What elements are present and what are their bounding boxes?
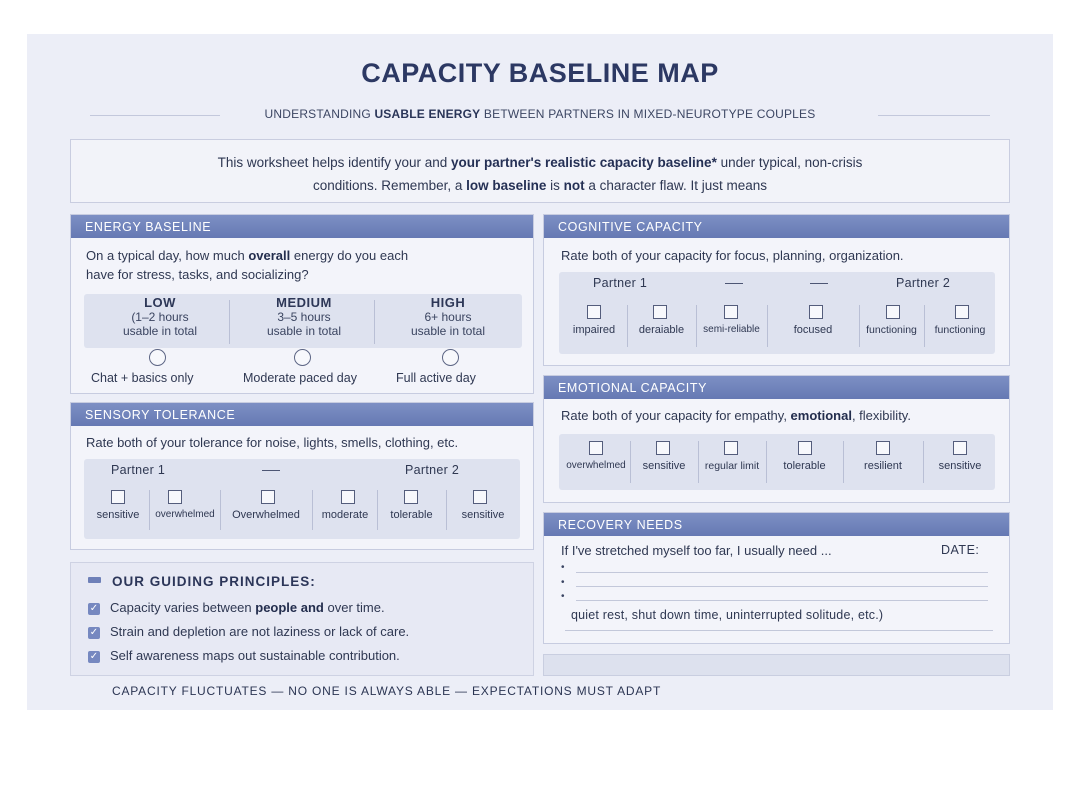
sensory-option-label: sensitive [461,509,505,521]
sensory-option-checkbox[interactable] [473,490,487,504]
emotional-option-label: sensitive [642,460,686,472]
energy-low-label: Chat + basics only [91,371,194,385]
recovery-date-label: DATE: [941,543,980,557]
energy-medium-radio[interactable] [294,349,311,366]
emotional-option-label: tolerable [783,460,826,472]
check-icon: ✓ [89,627,99,638]
principle-item: Self awareness maps out sustainable contribution. [110,648,400,663]
recovery-bullet: • [561,577,565,588]
recovery-write-line[interactable] [565,630,993,631]
intro-box: This worksheet helps identify your and your partner's realistic capacity baseline* under typical, non-crisis conditions. Remember, a low baseline is not a character flaw. It just means [70,139,1010,203]
emotional-option-label: regular limit [704,460,760,472]
cognitive-dash [810,283,828,284]
emotional-option-checkbox[interactable] [876,441,890,455]
cognitive-partner1-label: Partner 1 [593,276,648,290]
energy-high-radio[interactable] [442,349,459,366]
principles-dash-icon [88,577,101,583]
sensory-option-label: overwhelmed [155,509,215,520]
check-icon: ✓ [89,603,99,614]
energy-medium-label: Moderate paced day [243,371,357,385]
cognitive-option-checkbox[interactable] [809,305,823,319]
energy-high-label: Full active day [396,371,476,385]
energy-baseline-header: ENERGY BASELINE [71,215,533,238]
cognitive-option-checkbox[interactable] [886,305,900,319]
sensory-option-checkbox[interactable] [341,490,355,504]
emotional-option-label: sensitive [938,460,982,472]
sensory-option-checkbox[interactable] [261,490,275,504]
cognitive-option-checkbox[interactable] [955,305,969,319]
recovery-write-line[interactable] [576,586,988,587]
emotional-question: Rate both of your capacity for empathy, emotional, flexibility. [561,408,911,423]
page-title: CAPACITY BASELINE MAP [361,58,719,88]
cognitive-question: Rate both of your capacity for focus, planning, organization. [561,248,904,263]
recovery-write-line[interactable] [576,600,988,601]
principles-title: OUR GUIDING PRINCIPLES: [112,574,316,589]
principle-item: Strain and depletion are not laziness or lack of care. [110,624,410,639]
cognitive-capacity-header: COGNITIVE CAPACITY [544,215,1009,238]
energy-question: On a typical day, how much overall energy do you each have for stress, tasks, and socializing? [86,248,409,282]
cognitive-option-label: functioning [934,324,986,336]
check-icon: ✓ [89,651,99,662]
cognitive-dash [725,283,743,284]
sensory-option-label: tolerable [390,509,433,521]
energy-level-medium: MEDIUM 3–5 hours usable in total [266,295,342,338]
sensory-dash [262,470,280,471]
emotional-option-label: overwhelmed [566,460,626,471]
emotional-option-checkbox[interactable] [724,441,738,455]
principle-item: Capacity varies between people and over time. [110,600,385,615]
sensory-partner2-label: Partner 2 [405,463,460,477]
emotional-option-checkbox[interactable] [798,441,812,455]
emotional-option-checkbox[interactable] [953,441,967,455]
recovery-bullet: • [561,562,565,573]
cognitive-option-label: focused [793,324,833,336]
recovery-bullet: • [561,591,565,602]
cognitive-option-label: semi-reliable [703,324,760,335]
bottom-blank-bar [543,654,1010,676]
cognitive-option-label: impaired [572,324,616,336]
recovery-prompt: If I've stretched myself too far, I usually need ... [561,543,832,558]
sensory-option-label: moderate [321,509,369,521]
emotional-capacity-header: EMOTIONAL CAPACITY [544,376,1009,399]
recovery-needs-header: RECOVERY NEEDS [544,513,1009,536]
sensory-option-checkbox[interactable] [111,490,125,504]
cognitive-partner2-label: Partner 2 [896,276,951,290]
recovery-example: quiet rest, shut down time, uninterrupted solitude, etc.) [571,608,884,622]
sensory-option-label: sensitive [96,509,140,521]
energy-level-low: LOW (1–2 hours usable in total [122,295,198,338]
sensory-option-label: Overwhelmed [232,509,300,521]
subtitle-rule-right [878,115,990,116]
energy-level-high: HIGH 6+ hours usable in total [410,295,486,338]
sensory-partner1-label: Partner 1 [111,463,166,477]
page-subtitle: UNDERSTANDING USABLE ENERGY BETWEEN PARTNERS IN MIXED-NEUROTYPE COUPLES [264,107,816,121]
energy-low-radio[interactable] [149,349,166,366]
cognitive-option-checkbox[interactable] [653,305,667,319]
cognitive-option-checkbox[interactable] [587,305,601,319]
footer-text: CAPACITY FLUCTUATES — NO ONE IS ALWAYS ABLE — EXPECTATIONS MUST ADAPT [112,684,662,698]
sensory-tolerance-header: SENSORY TOLERANCE [71,403,533,426]
emotional-option-checkbox[interactable] [589,441,603,455]
recovery-write-line[interactable] [576,572,988,573]
sensory-question: Rate both of your tolerance for noise, lights, smells, clothing, etc. [86,435,459,450]
cognitive-option-label: functioning [866,324,917,336]
emotional-option-label: resilient [864,460,902,472]
sensory-option-checkbox[interactable] [168,490,182,504]
emotional-option-checkbox[interactable] [656,441,670,455]
cognitive-option-label: deraiable [638,324,685,336]
sensory-option-checkbox[interactable] [404,490,418,504]
cognitive-option-checkbox[interactable] [724,305,738,319]
